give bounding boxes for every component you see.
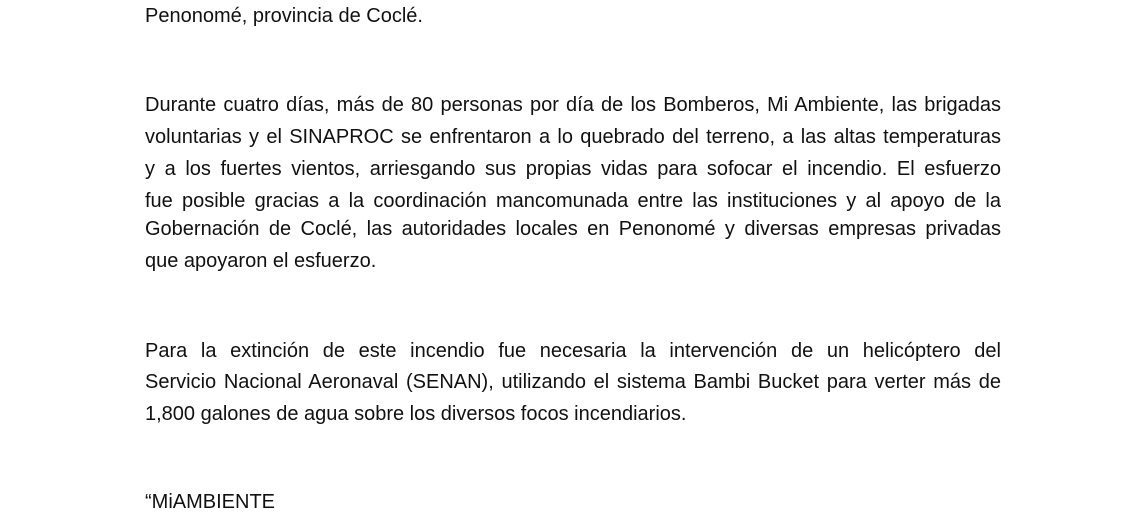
paragraph-line: 1,800 galones de agua sobre los diversos focos incendiarios. (145, 403, 687, 425)
document-top-fragment: Penonomé, provincia de Coclé. (145, 5, 423, 27)
paragraph-line: Durante cuatro días, más de 80 personas por día de los Bomberos, Mi Ambiente, las brigadas (145, 94, 1001, 116)
paragraph-line: y a los fuertes vientos, arriesgando sus propias vidas para sofocar el incendio. El esfuerzo (145, 158, 1001, 180)
document-bottom-fragment: “MiAMBIENTE (145, 491, 275, 513)
paragraph-line: que apoyaron el esfuerzo. (145, 250, 377, 272)
paragraph-line: voluntarias y el SINAPROC se enfrentaron a lo quebrado del terreno, a las altas temperaturas (145, 126, 1001, 148)
paragraph-line: Servicio Nacional Aeronaval (SENAN), utilizando el sistema Bambi Bucket para verter más de (145, 371, 1001, 393)
paragraph-line: fue posible gracias a la coordinación mancomunada entre las instituciones y al apoyo de la (145, 190, 1001, 212)
paragraph-line: Gobernación de Coclé, las autoridades locales en Penonomé y diversas empresas privadas (145, 218, 1001, 240)
paragraph-line: Para la extinción de este incendio fue necesaria la intervención de un helicóptero del (145, 340, 1001, 362)
